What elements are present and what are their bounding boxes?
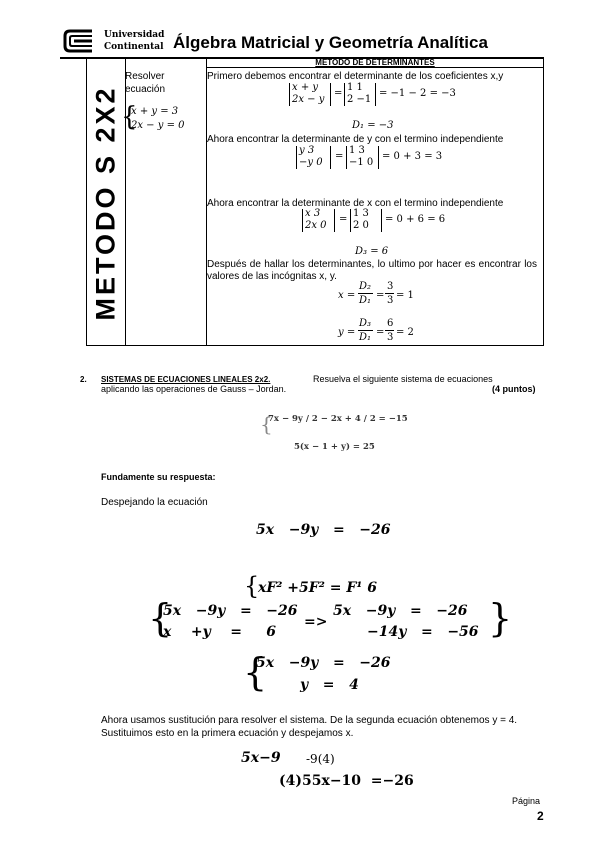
step2-text: Ahora encontrar la determinante de y con el termino independiente: [207, 134, 504, 145]
university-name-line2: Continental: [104, 42, 164, 52]
system-c-row2: y = 4: [300, 677, 359, 693]
det-bar: [302, 209, 303, 232]
y-den: D₁: [359, 332, 372, 343]
equals-sign: =: [335, 151, 344, 162]
overlap-equation: xF² +5F² = F¹ 6: [258, 580, 377, 596]
equation-image-line2: 5(x − 1 + y) = 25: [294, 442, 375, 452]
system-b-row2: −14y = −56: [367, 624, 479, 640]
dy-top: y 3: [299, 145, 315, 156]
substitution-paragraph: Ahora usamos sustitución para resolver el sistema. De la segunda ecuación obtenemos y = 4. Sustituimos esto en la primera ecuación y despejamos x.: [101, 715, 518, 739]
det-matrix-top: 1 1: [347, 82, 363, 93]
fraction-bar: [358, 330, 373, 331]
det-bar: [334, 209, 335, 232]
system-equation-2: 2x − y = 0: [131, 120, 185, 131]
y-eq: =: [376, 327, 385, 338]
system-c-row1: 5x −9y = −26: [256, 655, 391, 671]
x-num: D₂: [359, 281, 372, 292]
dy-matrix-top: 1 3: [349, 145, 365, 156]
y-num2: 6: [387, 318, 394, 329]
resolver-label: Resolver: [125, 71, 165, 82]
section-points: (4 puntos): [492, 384, 536, 394]
substitution-line1b: -9(4): [306, 752, 335, 766]
det-bar: [375, 83, 376, 106]
step4-text: Después de hallar los determinantes, lo ultimo por hacer es encontrar los valores de las incógnitas x, y.: [207, 259, 537, 282]
vertical-method-title-text: METODO S 2X2: [90, 85, 121, 321]
y-num: D₃: [359, 318, 372, 329]
y-result: = 2: [396, 327, 414, 338]
despejando-label: Despejando la ecuación: [101, 497, 208, 508]
step3-text: Ahora encontrar la determinante de x con el termino independiente: [207, 198, 504, 209]
step1-text: Primero debemos encontrar el determinante de los coeficientes x,y: [207, 71, 504, 82]
equation-image-line1: 7x − 9y / 2 − 2x + 4 / 2 = −15: [268, 414, 408, 424]
fraction-bar: [385, 293, 394, 294]
y-den2: 3: [387, 332, 394, 343]
x-lhs: x =: [338, 290, 356, 301]
d1-value: D₁ = −3: [352, 120, 394, 131]
dx-matrix-top: 1 3: [353, 208, 369, 219]
dy-result: = 0 + 3 = 3: [382, 151, 443, 162]
dx-matrix-bottom: 2 0: [353, 220, 369, 231]
section-title: SISTEMAS DE ECUACIONES LINEALES 2x2.: [101, 375, 271, 384]
dx-top: x 3: [305, 208, 321, 219]
x-eq: =: [376, 290, 385, 301]
dy-matrix-bottom: −1 0: [349, 157, 374, 168]
det-coef-bottom: 2x − y: [292, 94, 325, 105]
det-bar: [296, 146, 297, 169]
dy-bottom: −y 0: [299, 157, 323, 168]
dx-result: = 0 + 6 = 6: [385, 214, 446, 225]
fraction-bar: [358, 293, 373, 294]
x-num2: 3: [387, 281, 394, 292]
equation-image: [260, 412, 408, 456]
table-header-rule: [206, 67, 544, 68]
system-a-row2: x +y = 6: [163, 624, 277, 640]
implies-arrow: =>: [304, 614, 328, 630]
equation-brace: {: [260, 412, 273, 436]
system-a-brace: {: [148, 596, 173, 640]
fraction-bar: [385, 330, 394, 331]
section-number: 2.: [80, 375, 87, 384]
page-label: Página: [512, 796, 541, 806]
det-result: = −1 − 2 = −3: [379, 88, 456, 99]
det-bar: [350, 209, 351, 232]
x-result: = 1: [396, 290, 414, 301]
det-bar: [346, 146, 347, 169]
fundamente-label: Fundamente su respuesta:: [101, 472, 216, 482]
system-equation-1: x + y = 3: [131, 106, 179, 117]
equals-sign: =: [339, 214, 348, 225]
system-brace: {: [121, 102, 138, 132]
det-bar: [330, 83, 331, 106]
det-bar: [330, 146, 331, 169]
det-matrix-bottom: 2 −1: [347, 94, 372, 105]
system-b-brace: }: [488, 596, 513, 640]
continental-logo-icon: [62, 28, 96, 54]
main-equation: 5x −9y = −26: [256, 522, 391, 538]
substitution-line1a: 5x−9: [241, 750, 281, 766]
x-den2: 3: [387, 295, 394, 306]
x-den: D₁: [359, 295, 372, 306]
det-coef-top: x + y: [292, 82, 319, 93]
det-bar: [378, 146, 379, 169]
substitution-line2: (4)55x−10 =−26: [279, 773, 414, 789]
page-number: 2: [537, 809, 544, 823]
det-bar: [289, 83, 290, 106]
course-title: Álgebra Matricial y Geometría Analítica: [173, 33, 488, 52]
det-bar: [344, 83, 345, 106]
university-name-line1: Universidad: [104, 30, 165, 40]
det-bar: [381, 209, 382, 232]
equals-sign: =: [334, 88, 343, 99]
dx-bottom: 2x 0: [305, 220, 327, 231]
ecuacion-label: ecuación: [125, 84, 166, 95]
table-title: METODO DE DETERMINANTES: [315, 58, 435, 67]
system-c-brace: {: [243, 650, 268, 694]
system-a-row1: 5x −9y = −26: [163, 603, 298, 619]
y-lhs: y =: [338, 327, 356, 338]
vertical-method-title: [89, 59, 123, 347]
section-description-line2: aplicando las operaciones de Gauss – Jordan.: [101, 384, 287, 394]
overlap-brace: {: [244, 572, 260, 600]
system-b-row1: 5x −9y = −26: [333, 603, 468, 619]
section-description-line1: Resuelva el siguiente sistema de ecuaciones: [313, 374, 493, 384]
d3-value: D₃ = 6: [355, 246, 389, 257]
